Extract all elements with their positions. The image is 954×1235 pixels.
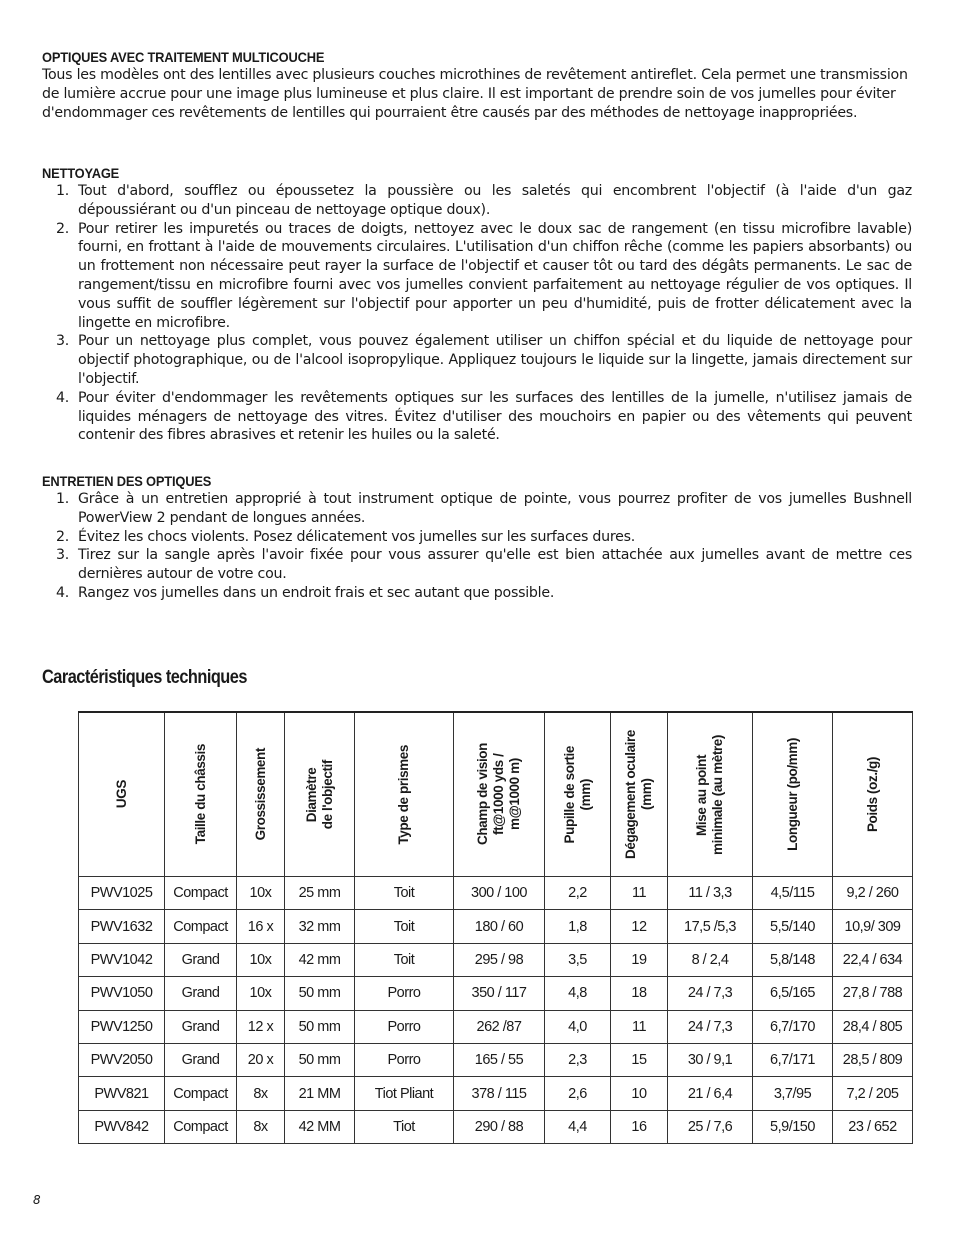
col-header: Poids (oz./g) bbox=[833, 712, 913, 877]
table-cell: Compact bbox=[165, 910, 237, 943]
col-header: Mise au point minimale (au mètre) bbox=[668, 712, 753, 877]
table-cell: Porro bbox=[355, 977, 454, 1010]
table-cell: Toit bbox=[355, 910, 454, 943]
col-header: Diamètre de l'objectif bbox=[285, 712, 355, 877]
list-item: 3. Pour un nettoyage plus complet, vous pouvez également utiliser un chiffon spécial et du liquide de nettoyage pour objectif photographique, ou de l'alcool isopropylique. Appliquez toujours le liquide sur la lingette, jamais directement sur l'objectif. bbox=[56, 333, 912, 387]
table-cell: 11 bbox=[611, 877, 668, 910]
table-cell: Toit bbox=[355, 943, 454, 976]
table-cell: Porro bbox=[355, 1010, 454, 1043]
table-cell: 5,8/148 bbox=[753, 943, 833, 976]
table-cell: 16 x bbox=[237, 910, 285, 943]
table-cell: 15 bbox=[611, 1043, 668, 1076]
table-cell: 24 / 7,3 bbox=[668, 1010, 753, 1043]
table-cell: Grand bbox=[165, 1043, 237, 1076]
table-cell: 8 / 2,4 bbox=[668, 943, 753, 976]
table-cell: 50 mm bbox=[285, 1043, 355, 1076]
table-cell: 180 / 60 bbox=[454, 910, 545, 943]
table-cell: 32 mm bbox=[285, 910, 355, 943]
table-cell: PWV1250 bbox=[79, 1010, 165, 1043]
col-header: Longueur (po/mm) bbox=[753, 712, 833, 877]
table-cell: 28,5 / 809 bbox=[833, 1043, 913, 1076]
table-cell: PWV2050 bbox=[79, 1043, 165, 1076]
table-cell: 11 bbox=[611, 1010, 668, 1043]
table-cell: 8x bbox=[237, 1077, 285, 1110]
table-cell: 30 / 9,1 bbox=[668, 1043, 753, 1076]
section-heading: NETTOYAGE bbox=[42, 165, 120, 181]
table-cell: 11 / 3,3 bbox=[668, 877, 753, 910]
care-list bbox=[42, 490, 912, 603]
table-cell: 18 bbox=[611, 977, 668, 1010]
table-cell: 300 / 100 bbox=[454, 877, 545, 910]
section-nettoyage bbox=[42, 164, 912, 445]
table-cell: 17,5 /5,3 bbox=[668, 910, 753, 943]
table-cell: 20 x bbox=[237, 1043, 285, 1076]
table-cell: 25 mm bbox=[285, 877, 355, 910]
table-cell: 10,9/ 309 bbox=[833, 910, 913, 943]
table-cell: 6,5/165 bbox=[753, 977, 833, 1010]
section-paragraph: Tous les modèles ont des lentilles avec plusieurs couches microthines de revêtement antireflet. Cela permet une transmission de lumière accrue pour une image plus lumineuse et plus claire. Il est important de prendre soin de vos jumelles pour éviter d'endommager ces revêtements de lentilles qui pourraient être causés par des méthodes de nettoyage inappropriées. bbox=[42, 67, 908, 122]
table-row bbox=[79, 1110, 913, 1143]
table-row bbox=[79, 877, 913, 910]
table-cell: 5,9/150 bbox=[753, 1110, 833, 1143]
col-header: Pupille de sortie (mm) bbox=[545, 712, 611, 877]
section-heading: OPTIQUES AVEC TRAITEMENT MULTICOUCHE bbox=[42, 49, 325, 65]
table-row bbox=[79, 1010, 913, 1043]
table-cell: 4,4 bbox=[545, 1110, 611, 1143]
table-cell: 50 mm bbox=[285, 977, 355, 1010]
table-row bbox=[79, 977, 913, 1010]
table-cell: 22,4 / 634 bbox=[833, 943, 913, 976]
table-cell: Tiot bbox=[355, 1110, 454, 1143]
col-header: Type de prismes bbox=[355, 712, 454, 877]
list-item: 1. Grâce à un entretien approprié à tout instrument optique de pointe, vous pourrez profiter de vos jumelles Bushnell PowerView 2 pendant de longues années. bbox=[56, 491, 912, 526]
table-cell: Compact bbox=[165, 1077, 237, 1110]
table-cell: 6,7/171 bbox=[753, 1043, 833, 1076]
table-cell: PWV1632 bbox=[79, 910, 165, 943]
col-header: Taille du châssis bbox=[165, 712, 237, 877]
table-cell: Grand bbox=[165, 977, 237, 1010]
table-row bbox=[79, 943, 913, 976]
table-cell: 28,4 / 805 bbox=[833, 1010, 913, 1043]
table-cell: 290 / 88 bbox=[454, 1110, 545, 1143]
table-cell: 262 /87 bbox=[454, 1010, 545, 1043]
table-cell: 19 bbox=[611, 943, 668, 976]
section-heading: ENTRETIEN DES OPTIQUES bbox=[42, 473, 212, 489]
table-cell: 4,8 bbox=[545, 977, 611, 1010]
table-cell: 8x bbox=[237, 1110, 285, 1143]
table-cell: 12 bbox=[611, 910, 668, 943]
table-cell: 12 x bbox=[237, 1010, 285, 1043]
table-cell: 24 / 7,3 bbox=[668, 977, 753, 1010]
table-cell: 7,2 / 205 bbox=[833, 1077, 913, 1110]
col-header: Dégagement oculaire (mm) bbox=[611, 712, 668, 877]
table-cell: 21 / 6,4 bbox=[668, 1077, 753, 1110]
table-cell: PWV1042 bbox=[79, 943, 165, 976]
list-item: 1. Tout d'abord, soufflez ou époussetez la poussière ou les saletés qui encombrent l'objectif (à l'aide d'un gaz dépoussiérant ou d'un pinceau de nettoyage optique doux). bbox=[56, 183, 912, 218]
table-cell: 10x bbox=[237, 977, 285, 1010]
table-cell: Porro bbox=[355, 1043, 454, 1076]
table-cell: 21 MM bbox=[285, 1077, 355, 1110]
table-cell: Compact bbox=[165, 877, 237, 910]
table-cell: 2,6 bbox=[545, 1077, 611, 1110]
list-item: 2. Évitez les chocs violents. Posez délicatement vos jumelles sur les surfaces dures. bbox=[56, 528, 636, 545]
specs-table bbox=[78, 711, 913, 1144]
table-cell: 165 / 55 bbox=[454, 1043, 545, 1076]
table-cell: 42 mm bbox=[285, 943, 355, 976]
table-cell: 378 / 115 bbox=[454, 1077, 545, 1110]
table-cell: 50 mm bbox=[285, 1010, 355, 1043]
table-cell: 295 / 98 bbox=[454, 943, 545, 976]
list-item: 4. Pour éviter d'endommager les revêtements optiques sur les surfaces des lentilles de la jumelle, n'utilisez jamais de liquides ménagers de nettoyage des vitres. Évitez d'utiliser des mouchoirs en papier ou des vêtements qui peuvent contenir des fibres abrasives et retenir les huiles ou la saleté. bbox=[56, 389, 912, 444]
table-cell: Grand bbox=[165, 1010, 237, 1043]
table-cell: 10 bbox=[611, 1077, 668, 1110]
table-cell: 10x bbox=[237, 877, 285, 910]
table-cell: PWV821 bbox=[79, 1077, 165, 1110]
col-header: UGS bbox=[79, 712, 165, 877]
table-cell: Grand bbox=[165, 943, 237, 976]
table-cell: Tiot Pliant bbox=[355, 1077, 454, 1110]
table-cell: 5,5/140 bbox=[753, 910, 833, 943]
list-item: 2. Pour retirer les impuretés ou traces de doigts, nettoyez avec le doux sac de rangement (en tissu microfibre lavable) fourni, en frottant à l'aide de mouvements circulaires. L'utilisation d'un chiffon rêche (comme les papiers absorbants) ou un frottement non nécessaire peut rayer la surface de l'objectif et causer tôt ou tard des dégâts permanents. Le sac de rangement/tissu en microfibre fourni avec vos jumelles convient parfaitement au nettoyage régulier de vos optiques. Il vous suffit de souffler légèrement sur l'objectif pour apporter un peu d'humidité, puis de frotter délicatement avec la lingette en microfibre. bbox=[56, 220, 912, 331]
table-cell: 27,8 / 788 bbox=[833, 977, 913, 1010]
table-cell: 4,5/115 bbox=[753, 877, 833, 910]
section-entretien bbox=[42, 472, 912, 603]
table-cell: Compact bbox=[165, 1110, 237, 1143]
section-optiques bbox=[42, 48, 912, 124]
list-item: 4. Rangez vos jumelles dans un endroit frais et sec autant que possible. bbox=[56, 584, 555, 601]
table-row bbox=[79, 1043, 913, 1076]
table-cell: 3,5 bbox=[545, 943, 611, 976]
table-header-row bbox=[79, 712, 913, 877]
table-cell: 23 / 652 bbox=[833, 1110, 913, 1143]
table-cell: 6,7/170 bbox=[753, 1010, 833, 1043]
specs-body bbox=[79, 877, 913, 1144]
cleaning-list bbox=[42, 182, 912, 445]
list-item: 3. Tirez sur la sangle après l'avoir fixée pour vous assurer qu'elle est bien attachée aux jumelles avant de mettre ces dernières autour de votre cou. bbox=[56, 547, 912, 583]
table-cell: 25 / 7,6 bbox=[668, 1110, 753, 1143]
page-number: 8 bbox=[33, 1193, 41, 1207]
col-header: Champ de vision ft@1000 yds / m@1000 m) bbox=[454, 712, 545, 877]
table-cell: 2,2 bbox=[545, 877, 611, 910]
table-cell: 3,7/95 bbox=[753, 1077, 833, 1110]
table-cell: 1,8 bbox=[545, 910, 611, 943]
specs-title: Caractéristiques techniques bbox=[42, 667, 247, 688]
table-cell: 9,2 / 260 bbox=[833, 877, 913, 910]
table-cell: PWV1050 bbox=[79, 977, 165, 1010]
table-row bbox=[79, 910, 913, 943]
table-cell: 10x bbox=[237, 943, 285, 976]
table-cell: 350 / 117 bbox=[454, 977, 545, 1010]
table-cell: 16 bbox=[611, 1110, 668, 1143]
table-cell: PWV1025 bbox=[79, 877, 165, 910]
col-header: Grossissement bbox=[237, 712, 285, 877]
table-cell: 4,0 bbox=[545, 1010, 611, 1043]
table-cell: 42 MM bbox=[285, 1110, 355, 1143]
table-cell: Toit bbox=[355, 877, 454, 910]
table-cell: PWV842 bbox=[79, 1110, 165, 1143]
table-row bbox=[79, 1077, 913, 1110]
table-cell: 2,3 bbox=[545, 1043, 611, 1076]
